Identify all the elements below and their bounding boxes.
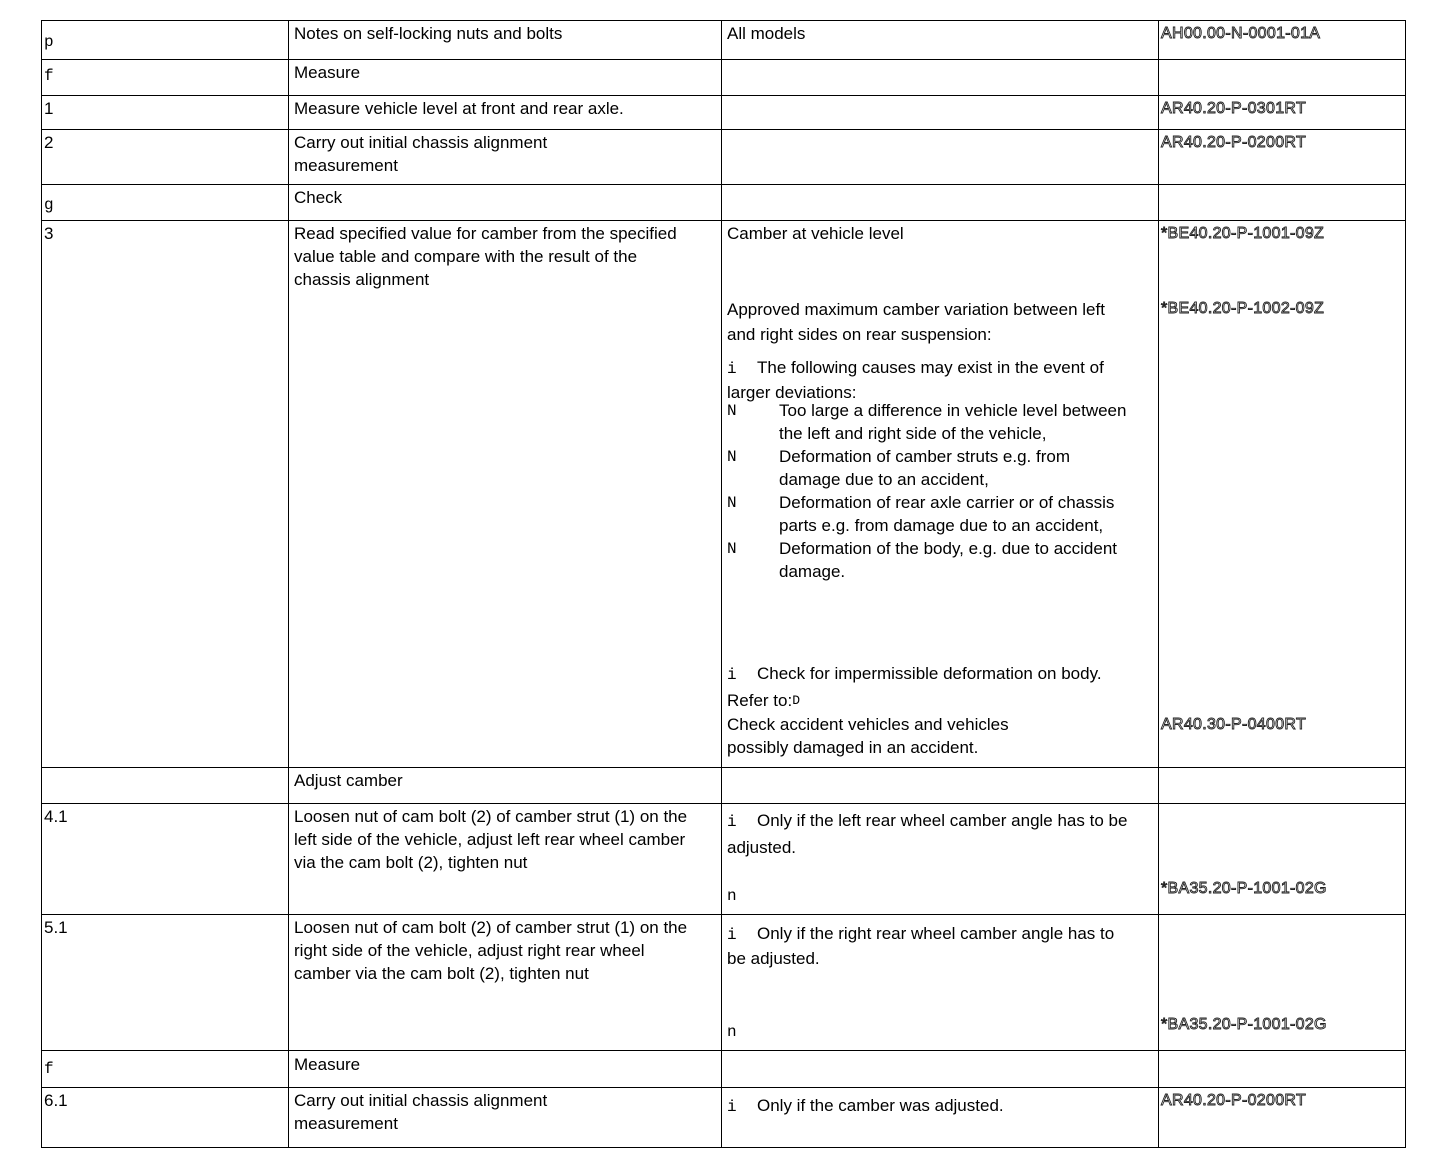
list-item-text: Deformation of rear axle carrier or of chassis parts e.g. from damage due to an accident, bbox=[779, 493, 1115, 535]
list-item bbox=[727, 445, 1129, 491]
info-note-text: Only if the right rear wheel camber angle has to be adjusted. bbox=[727, 924, 1115, 968]
column-divider-2 bbox=[721, 20, 722, 1148]
row-divider bbox=[41, 184, 1406, 185]
doc-reference-link[interactable]: AH00.00-N-0001-01A bbox=[1161, 25, 1321, 42]
step-description: Loosen nut of cam bolt (2) of camber strut (1) on the left side of the vehicle, adjust left rear wheel camber via the cam bolt (2), tighten nut bbox=[294, 807, 688, 872]
step-description: Measure vehicle level at front and rear axle. bbox=[294, 99, 624, 118]
step-description: Carry out initial chassis alignment measurement bbox=[294, 1091, 548, 1133]
camber-at-level-text: Camber at vehicle level bbox=[727, 224, 904, 243]
info-note bbox=[727, 1094, 1137, 1119]
info-note-text: The following causes may exist in the event of larger deviations: bbox=[727, 358, 1104, 402]
specified-value-reference-link[interactable]: *BA35.20-P-1001-02G bbox=[1161, 1016, 1327, 1033]
row-divider bbox=[41, 59, 1406, 60]
step-number: 2 bbox=[44, 133, 54, 152]
info-note bbox=[727, 808, 1129, 860]
section-title-adjust-camber: Adjust camber bbox=[294, 771, 403, 790]
table-border-right bbox=[1405, 20, 1406, 1148]
section-title-measure: Measure bbox=[294, 1055, 361, 1074]
info-icon: i bbox=[727, 813, 737, 831]
row-divider bbox=[41, 803, 1406, 804]
specified-value-reference-link[interactable]: *BE40.20-P-1001-09Z bbox=[1161, 225, 1325, 242]
section-title-check: Check bbox=[294, 188, 343, 207]
row-divider bbox=[41, 767, 1406, 768]
specified-value-reference-link[interactable]: *BA35.20-P-1001-02G bbox=[1161, 880, 1327, 897]
info-note-text: Check for impermissible deformation on body. Refer to: bbox=[727, 664, 1102, 710]
info-icon: i bbox=[727, 666, 737, 684]
step-number: 5.1 bbox=[44, 918, 68, 937]
step-description: Carry out initial chassis alignment measurement bbox=[294, 133, 548, 175]
specified-value-reference-link[interactable]: *BE40.20-P-1002-09Z bbox=[1161, 300, 1325, 317]
row-divider bbox=[41, 129, 1406, 130]
step-symbol-notes: p bbox=[44, 33, 54, 51]
bullet-icon: N bbox=[727, 540, 737, 558]
list-item bbox=[727, 491, 1129, 537]
info-note-text: Only if the camber was adjusted. bbox=[757, 1096, 1004, 1115]
step-symbol-check: g bbox=[44, 196, 54, 214]
causes-list bbox=[727, 399, 1129, 583]
step-description: Loosen nut of cam bolt (2) of camber strut (1) on the right side of the vehicle, adjust right rear wheel camber via the cam bolt (2), tighten nut bbox=[294, 918, 688, 983]
table-border-bottom bbox=[41, 1147, 1406, 1148]
column-divider-3 bbox=[1158, 20, 1159, 1148]
list-item-text: Deformation of camber struts e.g. from damage due to an accident, bbox=[779, 447, 1070, 489]
accident-check-text: Check accident vehicles and vehicles possibly damaged in an accident. bbox=[727, 715, 1009, 757]
row-divider bbox=[41, 220, 1406, 221]
doc-reference-link[interactable]: AR40.20-P-0200RT bbox=[1161, 134, 1307, 151]
bullet-icon: N bbox=[727, 494, 737, 512]
step-description: Read specified value for camber from the specified value table and compare with the result of the chassis alignment bbox=[294, 224, 677, 289]
tightening-torque-icon: n bbox=[727, 887, 737, 905]
info-icon: i bbox=[727, 360, 737, 378]
bullet-icon: N bbox=[727, 448, 737, 466]
info-note bbox=[727, 922, 1137, 970]
list-item bbox=[727, 399, 1129, 445]
list-item-text: Too large a difference in vehicle level between the left and right side of the vehicle, bbox=[779, 401, 1127, 443]
step-symbol-measure: f bbox=[44, 1060, 54, 1078]
info-icon: i bbox=[727, 1098, 737, 1116]
row-divider bbox=[41, 1087, 1406, 1088]
list-item bbox=[727, 537, 1129, 583]
doc-reference-link[interactable]: AR40.20-P-0301RT bbox=[1161, 100, 1307, 117]
info-note bbox=[727, 356, 1129, 404]
step-number: 4.1 bbox=[44, 807, 68, 826]
step-number: 6.1 bbox=[44, 1091, 68, 1110]
info-note-text: Only if the left rear wheel camber angle has to be adjusted. bbox=[727, 811, 1128, 857]
row-divider bbox=[41, 20, 1406, 21]
doc-reference-link[interactable]: AR40.30-P-0400RT bbox=[1161, 716, 1307, 733]
column-divider-1 bbox=[288, 20, 289, 1148]
doc-reference-link[interactable]: AR40.20-P-0200RT bbox=[1161, 1092, 1307, 1109]
max-variation-text: Approved maximum camber variation between left and right sides on rear suspension: bbox=[727, 300, 1105, 344]
step-number: 3 bbox=[44, 224, 54, 243]
info-icon: i bbox=[727, 926, 737, 944]
tightening-torque-icon: n bbox=[727, 1023, 737, 1041]
bullet-icon: N bbox=[727, 402, 737, 420]
document-link-icon[interactable]: D bbox=[792, 693, 801, 708]
info-note bbox=[727, 661, 1129, 713]
list-item-text: Deformation of the body, e.g. due to accident damage. bbox=[779, 539, 1118, 581]
step-symbol-measure: f bbox=[44, 67, 54, 85]
step-title-notes: Notes on self-locking nuts and bolts bbox=[294, 24, 563, 43]
row-divider bbox=[41, 1050, 1406, 1051]
step-number: 1 bbox=[44, 99, 54, 118]
row-divider bbox=[41, 914, 1406, 915]
applicability-text: All models bbox=[727, 24, 806, 43]
table-border-left bbox=[41, 20, 42, 1148]
row-divider bbox=[41, 95, 1406, 96]
section-title-measure: Measure bbox=[294, 63, 361, 82]
